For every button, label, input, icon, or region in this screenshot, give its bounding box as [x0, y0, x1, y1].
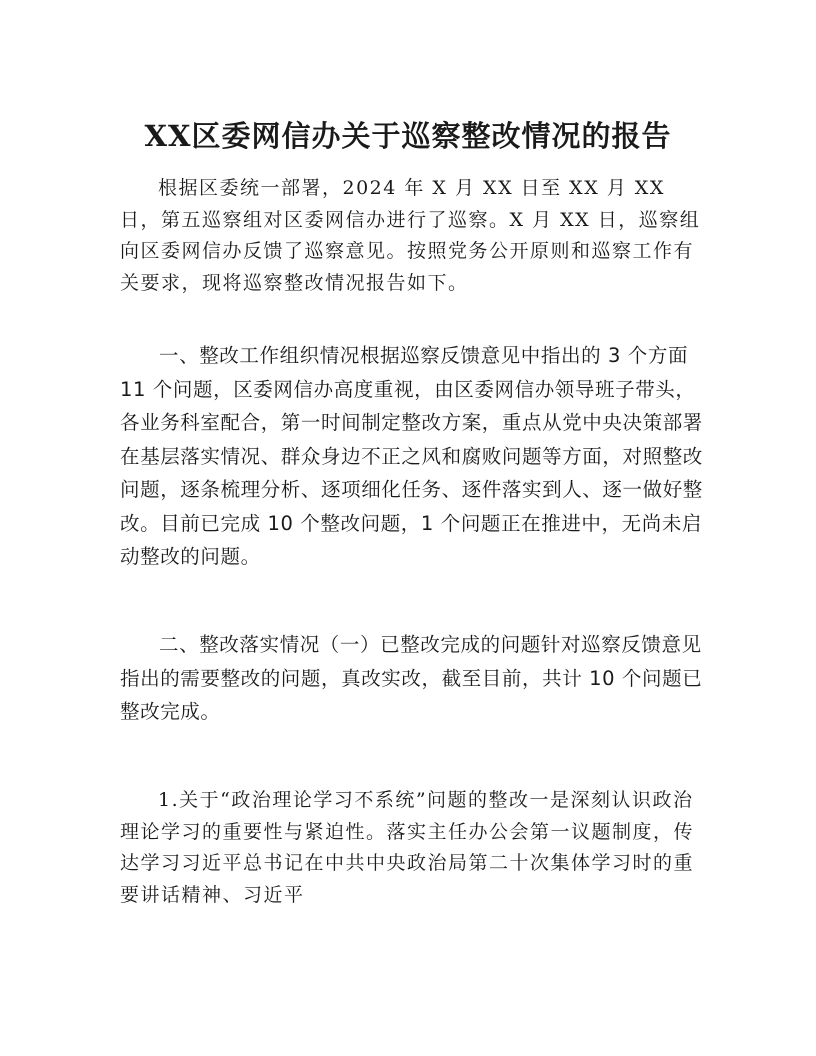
section-one-paragraph: 一、整改工作组织情况根据巡察反馈意见中指出的 3 个方面 11 个问题，区委网信办高度重视，由区委网信办领导班子带头，各业务科室配合，第一时间制定整改方案，重点从党中央决策部署在基层落实情况、群众身边不正之风和腐败问题等方面，对照整改问题，逐条梳理分析、逐项细化任务、逐件落实到人、逐一做好整改。目前已完成 10 个整改问题，1 个问题正在推进中，无尚未启动整改的问题。	[120, 344, 703, 568]
item-one-paragraph: 1.关于“政治理论学习不系统”问题的整改一是深刻认识政治理论学习的重要性与紧迫性。落实主任办公会第一议题制度，传达学习习近平总书记在中共中央政治局第二十次集体学习时的重要讲话精神、习近平	[120, 789, 695, 906]
document-title: XX区委网信办关于巡察整改情况的报告	[144, 119, 672, 153]
section-two-paragraph: 二、整改落实情况（一）已整改完成的问题针对巡察反馈意见指出的需要整改的问题，真改实改，截至目前，共计 10 个问题已整改完成。	[120, 633, 703, 723]
intro-paragraph: 根据区委统一部署，2024 年 X 月 XX 日至 XX 月 XX 日，第五巡察组对区委网信办进行了巡察。X 月 XX 日，巡察组向区委网信办反馈了巡察意见。按照党务公开原则和巡察工作有关要求，现将巡察整改情况报告如下。	[120, 177, 701, 294]
